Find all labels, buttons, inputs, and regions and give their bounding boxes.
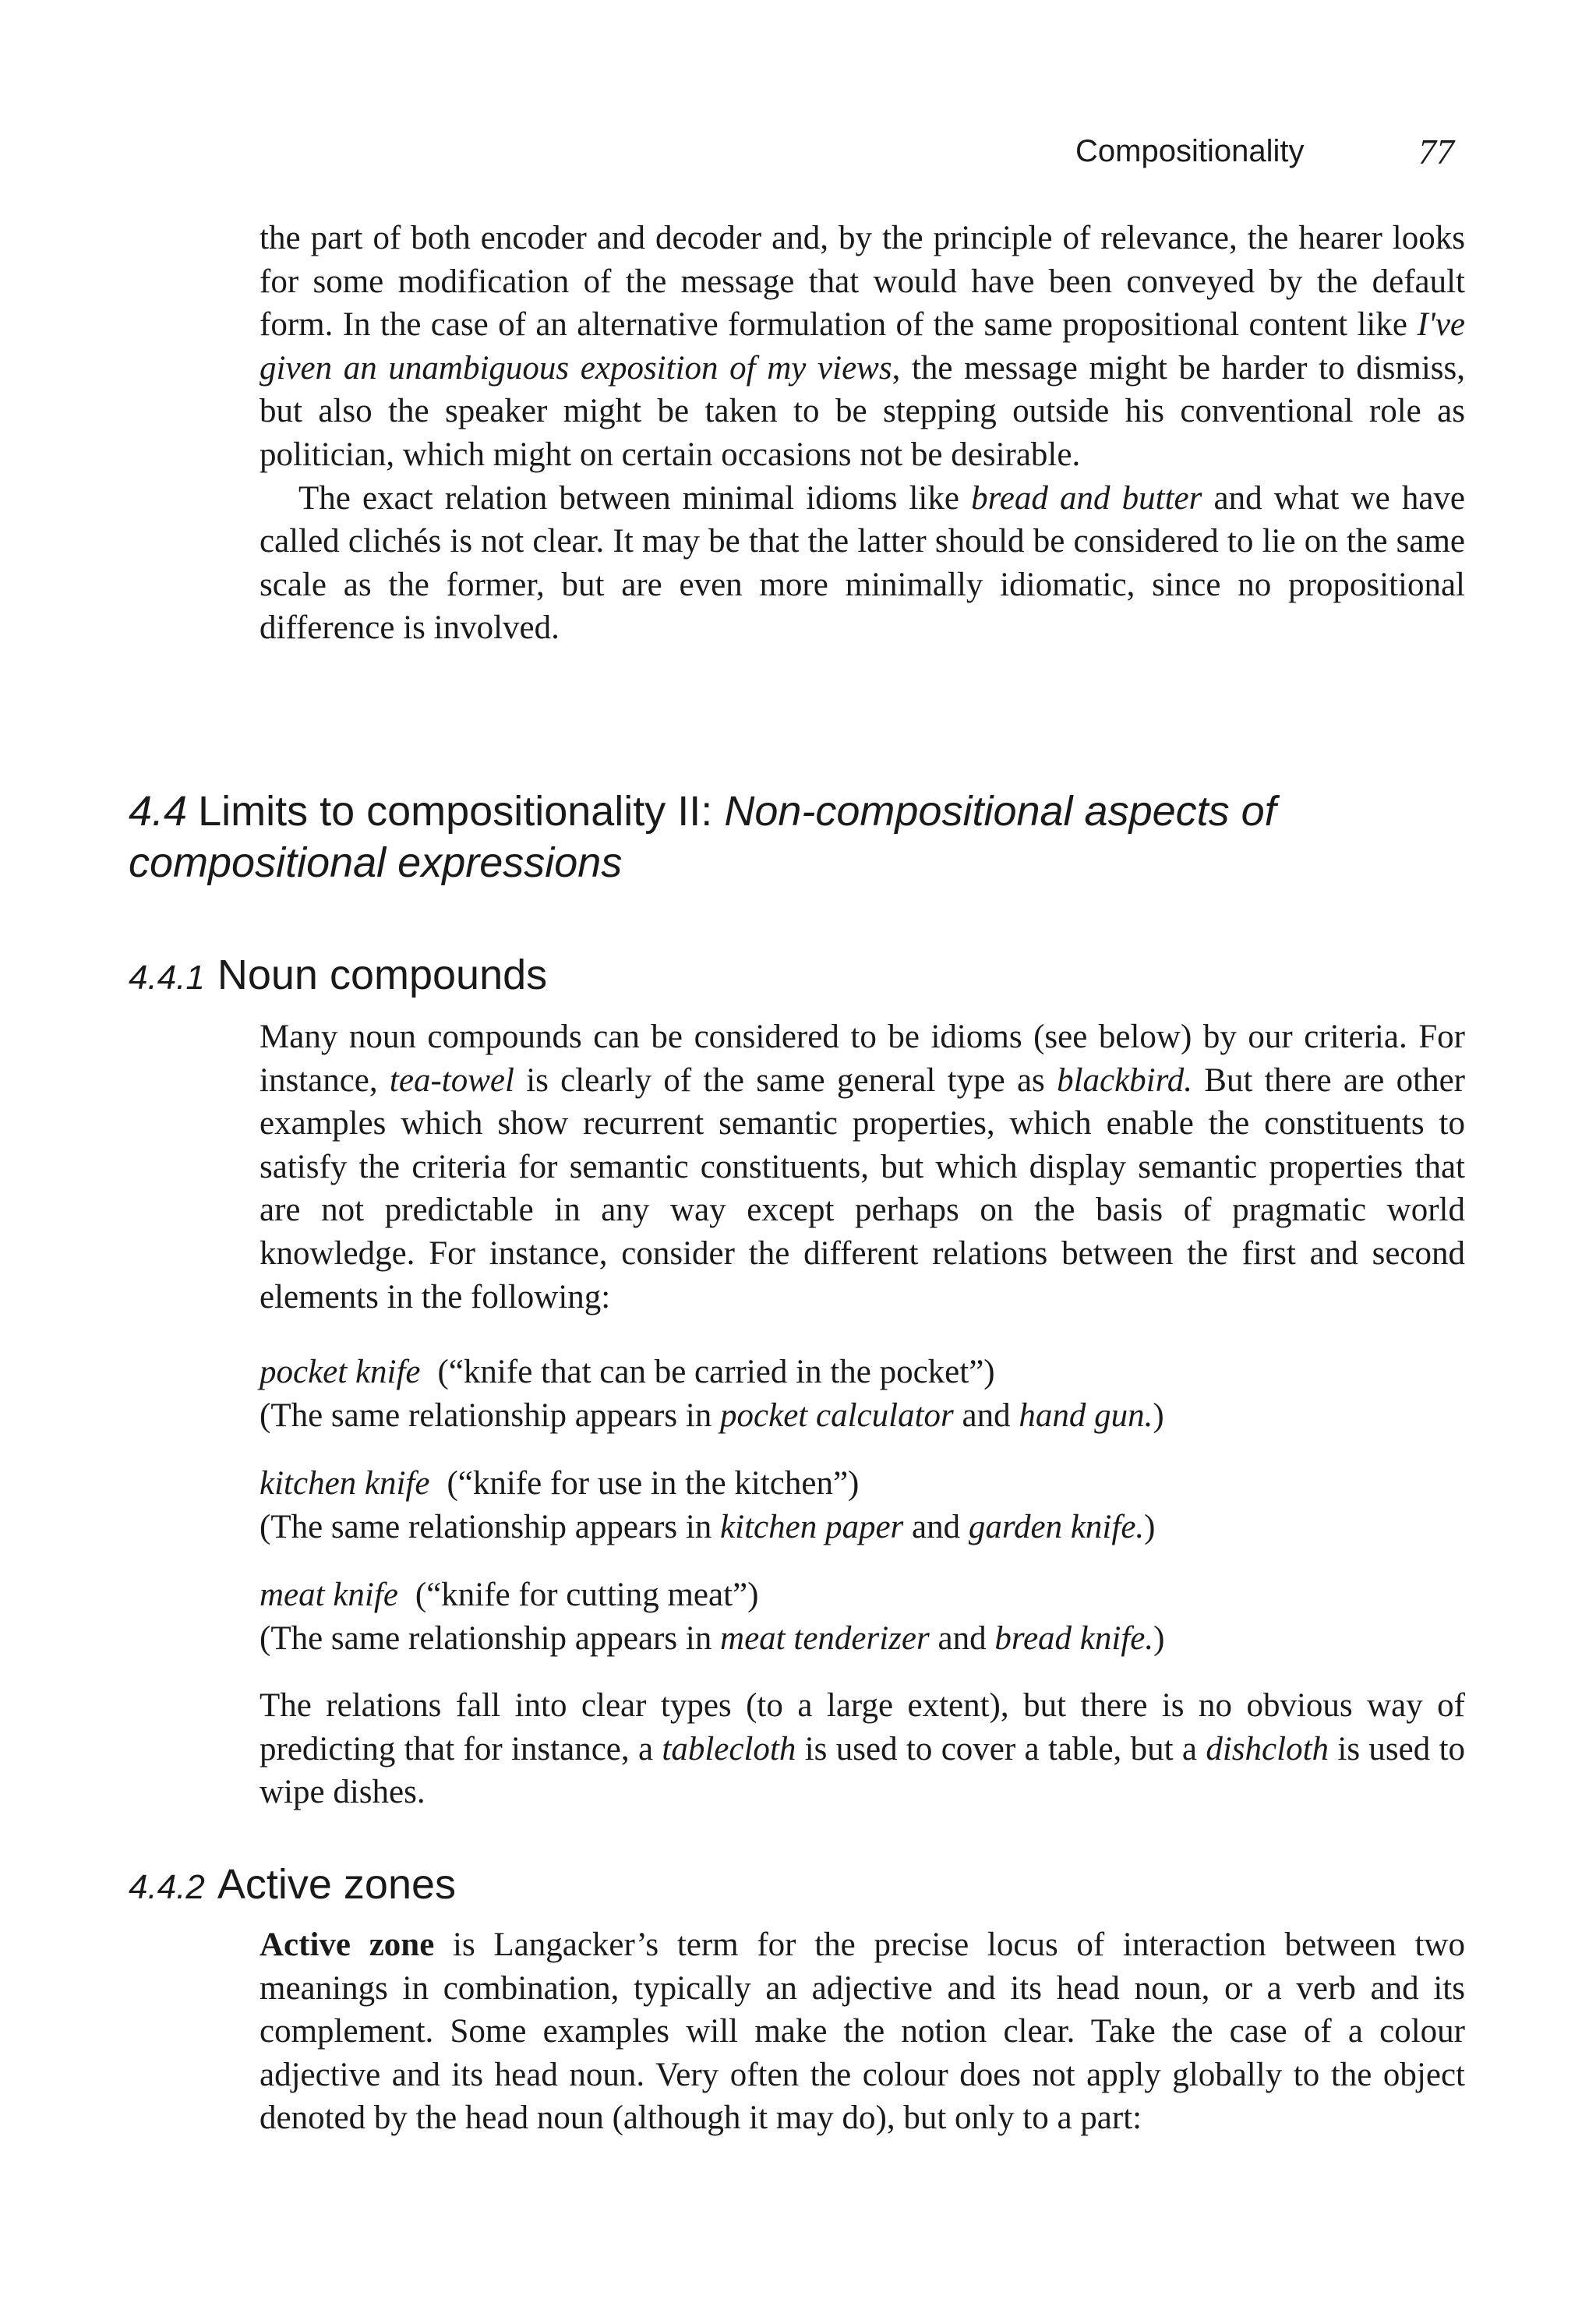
relations-paragraph (260, 1684, 1465, 1814)
text-run: and what we have called clichés is not clear. It may be that the latter should be considered to lie on the same scale as the former, but are even more minimally idiomatic, since no propositional difference is involved. (260, 479, 1466, 647)
example-word: pocket calculator (720, 1397, 954, 1434)
section-number: 4.4 (129, 788, 188, 835)
subsection-title: Active zones (217, 1861, 457, 1908)
example-term: kitchen knife (260, 1465, 430, 1502)
example-phrase: I've given an unambiguous exposition of my views (260, 306, 1465, 387)
text-run: Many noun compounds can be considered to be idioms (see below) by our criteria. For instance, (260, 1019, 1465, 1099)
running-head (1013, 134, 1465, 181)
example-gloss: (“knife for use in the kitchen”) (447, 1465, 860, 1502)
example-word: tea-towel (389, 1061, 514, 1099)
subsection-number: 4.4.2 (129, 1868, 205, 1906)
text-run: The exact relation between minimal idioms like (298, 479, 972, 517)
example-gloss: (“knife that can be carried in the pocket”) (437, 1354, 995, 1390)
text-run: and (953, 1397, 1019, 1434)
text-run: ) (1144, 1508, 1156, 1545)
example-word: meat tenderizer (720, 1619, 930, 1657)
active-zones-paragraph (260, 1923, 1465, 2140)
page-number: 77 (1418, 132, 1454, 171)
example-word: kitchen paper (720, 1508, 904, 1545)
example-phrase: bread and butter (971, 479, 1202, 517)
example-word: blackbird. (1057, 1061, 1193, 1099)
example-word: tablecloth (662, 1730, 796, 1768)
text-run: ) (1153, 1397, 1164, 1434)
text-run: , the message might be harder to dismiss, but also the speaker might be taken to be stepping outside his conventional role as politician, which might on certain occasions not be desirable. (260, 349, 1465, 473)
section-title-italic: Non-compositional aspects of compositional expressions (129, 788, 1276, 886)
example-kitchen-knife (260, 1462, 1465, 1549)
subsection-heading-noun-compounds (129, 949, 547, 1004)
intro-paragraph-1 (260, 217, 1465, 477)
term-bold: Active zone (260, 1926, 435, 1963)
text-run: But there are other examples which show recurrent semantic properties, which enable the constituents to satisfy the criteria for semantic constituents, but which display semantic properties that are not predictable in any way except perhaps on the basis of pragmatic world knowledge. For instance, consider the different relations between the first and second elements in the following: (260, 1061, 1465, 1315)
text-run: and (903, 1508, 969, 1545)
example-word: hand gun. (1019, 1397, 1153, 1434)
section-title-plain: Limits to compositionality II: (198, 788, 725, 835)
intro-paragraph-2 (260, 477, 1465, 650)
text-run: (The same relationship appears in (260, 1508, 721, 1545)
text-run: (The same relationship appears in (260, 1397, 721, 1434)
subsection-title: Noun compounds (217, 952, 548, 998)
text-run: (The same relationship appears in (260, 1619, 721, 1657)
text-run: is used to cover a table, but a (796, 1730, 1206, 1768)
text-run: ) (1153, 1619, 1165, 1657)
text-run: The relations fall into clear types (to a large extent), but there is no obvious way of predicting that for instance, a (260, 1687, 1465, 1768)
example-gloss: (“knife for cutting meat”) (415, 1577, 759, 1613)
example-word: bread knife. (994, 1619, 1154, 1657)
running-head-title: Compositionality (1075, 134, 1305, 168)
section-heading (129, 786, 1485, 888)
subsection-heading-active-zones (129, 1859, 456, 1913)
subsection-number: 4.4.1 (129, 959, 205, 997)
text-run: and (929, 1619, 995, 1657)
example-term: meat knife (260, 1577, 398, 1613)
example-term: pocket knife (260, 1354, 421, 1390)
text-run: the part of both encoder and decoder and, by the principle of relevance, the hearer looks for some modification of the message that would have been conveyed by the default form. In the case of an alternative formulation of the same propositional content like (260, 220, 1465, 344)
example-meat-knife (260, 1573, 1465, 1660)
text-run: is used to wipe dishes. (260, 1730, 1466, 1811)
text-run: is clearly of the same general type as (514, 1061, 1058, 1099)
example-pocket-knife (260, 1351, 1465, 1437)
noun-compounds-paragraph (260, 1015, 1465, 1319)
example-word: garden knife. (968, 1508, 1145, 1545)
intro-text (260, 217, 1465, 650)
example-word: dishcloth (1206, 1730, 1329, 1768)
text-run: is Langacker’s term for the precise locus of interaction between two meanings in combination, typically an adjective and its head noun, or a verb and its complement. Some examples will make the notion clear. Take the case of a colour adjective and its head noun. Very often the colour does not apply globally to the object denoted by the head noun (although it may do), but only to a part: (260, 1926, 1465, 2137)
